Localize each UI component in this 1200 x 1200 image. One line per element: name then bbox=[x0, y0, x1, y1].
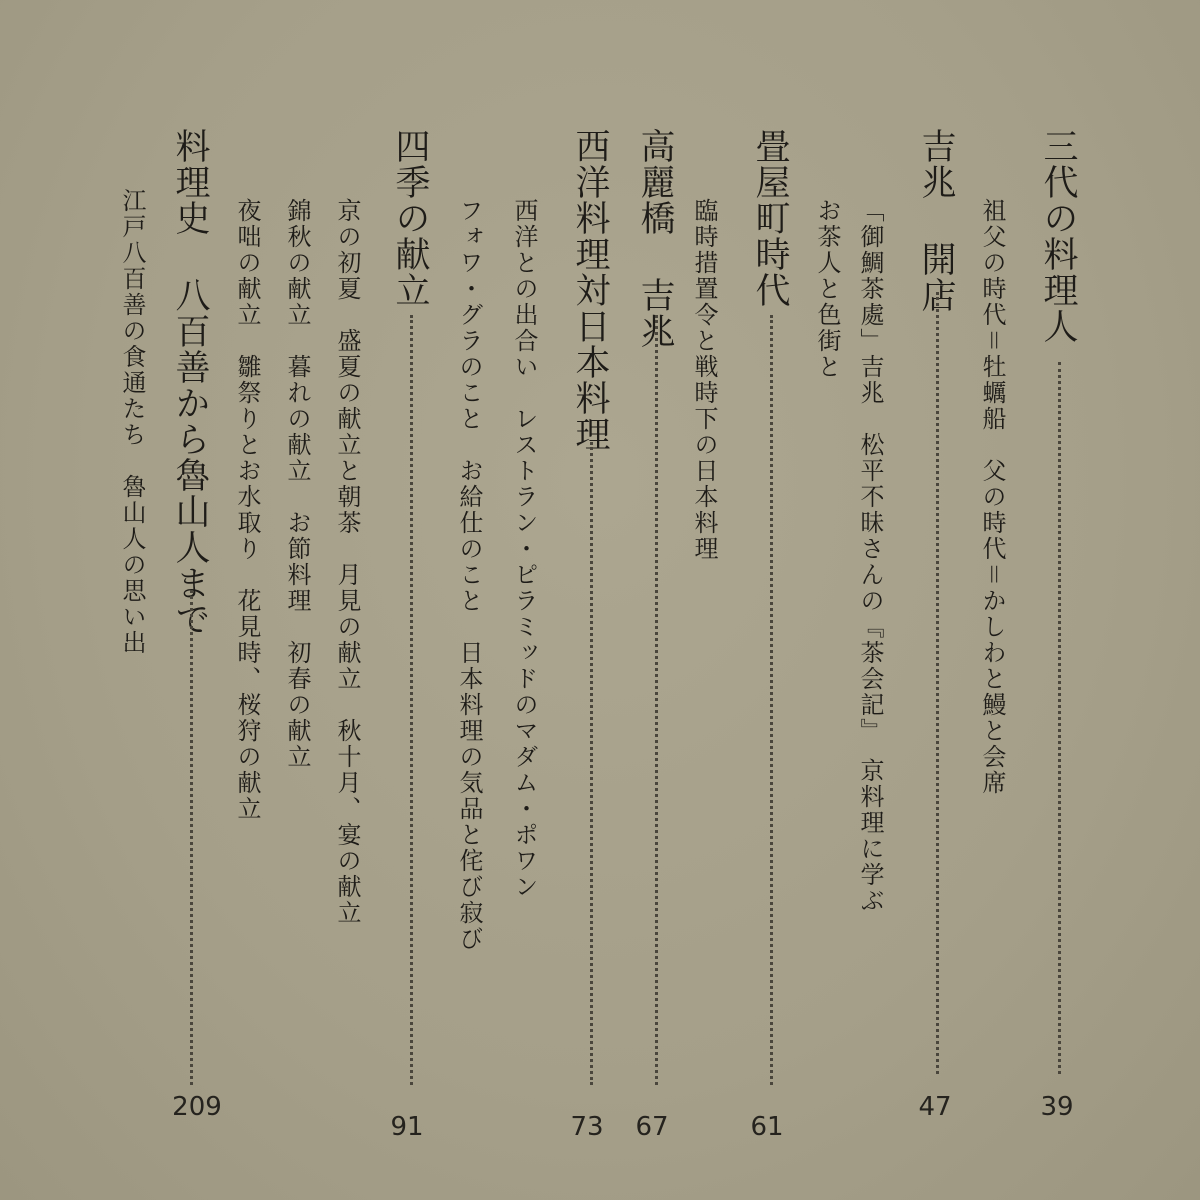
subsection-line: 臨時措置令と戦時下の日本料理 bbox=[690, 198, 718, 562]
dot-leader bbox=[590, 442, 593, 1085]
subsection-line: お茶人と色街と bbox=[813, 198, 841, 380]
subsection-line: 錦秋の献立 暮れの献立 お節料理 初春の献立 bbox=[283, 198, 311, 770]
page-number: 73 bbox=[570, 1112, 604, 1142]
subsection-line: 夜咄の献立 雛祭りとお水取り 花見時、桜狩の献立 bbox=[233, 198, 261, 822]
chapter-title: 料理史 八百善から魯山人まで bbox=[170, 128, 210, 637]
page-number: 47 bbox=[918, 1092, 952, 1122]
page-number: 209 bbox=[172, 1092, 222, 1122]
subsection-line: 「御鯛茶處」吉兆 松平不昧さんの『茶会記』 京料理に学ぶ bbox=[856, 198, 884, 914]
page-number: 91 bbox=[390, 1112, 424, 1142]
page-number: 67 bbox=[635, 1112, 669, 1142]
subsection-line: フォワ・グラのこと お給仕のこと 日本料理の気品と侘び寂び bbox=[455, 198, 483, 952]
dot-leader bbox=[190, 590, 193, 1085]
dot-leader bbox=[770, 315, 773, 1085]
subsection-line: 京の初夏 盛夏の献立と朝茶 月見の献立 秋十月、宴の献立 bbox=[333, 198, 361, 926]
chapter-title: 西洋料理対日本料理 bbox=[570, 128, 610, 452]
chapter-title: 三代の料理人 bbox=[1038, 128, 1078, 344]
chapter-title: 畳屋町時代 bbox=[750, 128, 790, 308]
dot-leader bbox=[1058, 362, 1061, 1074]
dot-leader bbox=[410, 315, 413, 1085]
subsection-line: 西洋との出合い レストラン・ピラミッドのマダム・ポワン bbox=[510, 198, 538, 900]
chapter-title: 高麗橋 吉兆 bbox=[635, 128, 675, 349]
page-number: 39 bbox=[1040, 1092, 1074, 1122]
chapter-title: 吉兆 開店 bbox=[916, 128, 956, 313]
subsection-line: 江戸八百善の食通たち 魯山人の思い出 bbox=[118, 188, 146, 656]
chapter-title: 四季の献立 bbox=[390, 128, 430, 308]
dot-leader bbox=[936, 292, 939, 1074]
dot-leader bbox=[655, 315, 658, 1085]
page-number: 61 bbox=[750, 1112, 784, 1142]
subsection-line: 祖父の時代＝牡蠣船 父の時代＝かしわと鰻と会席 bbox=[978, 198, 1006, 796]
